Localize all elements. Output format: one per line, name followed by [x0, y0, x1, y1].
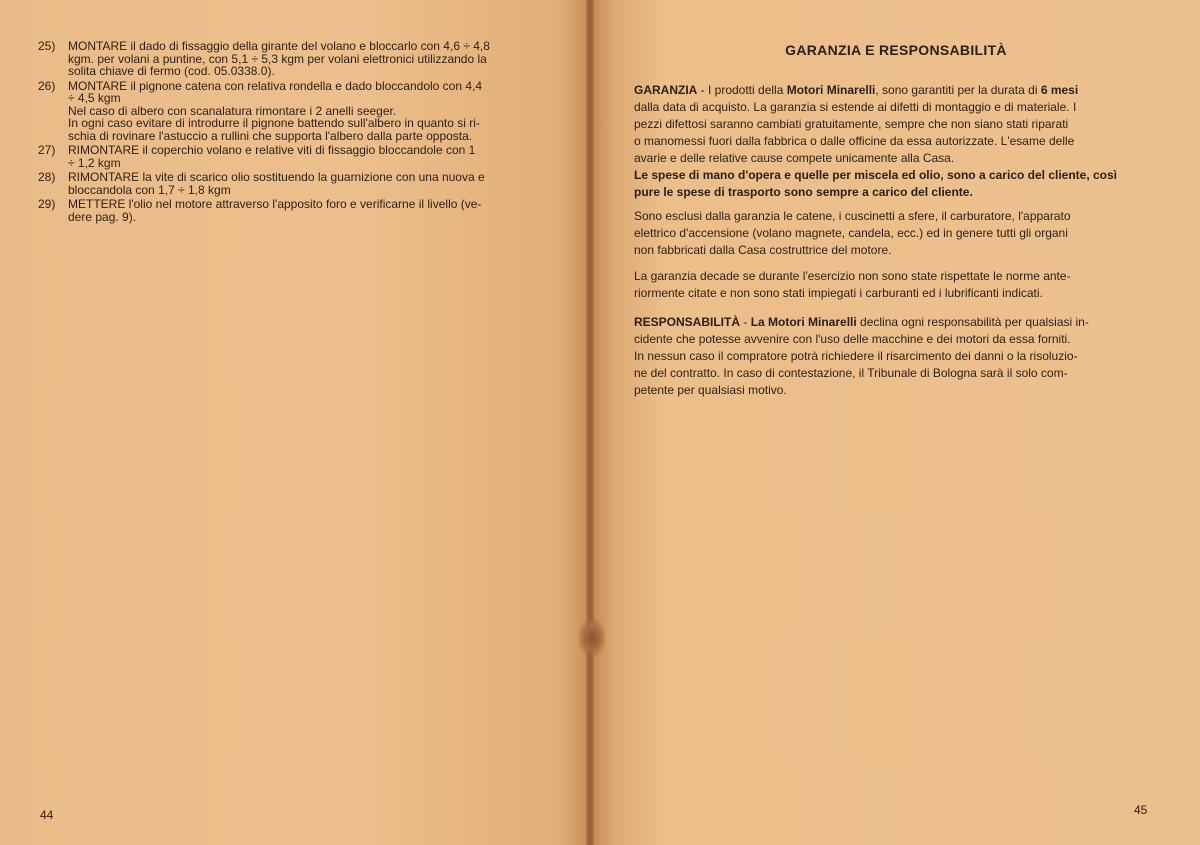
step-text-line: RIMONTARE il coperchio volano e relative viti di fissaggio bloccandole con 1	[68, 143, 476, 157]
step-number: 27)	[38, 143, 56, 157]
responsabilita-line: cidente che potesse avvenire con l'uso delle macchine e dei motori da essa forniti.	[634, 332, 1071, 346]
responsabilita-line: petente per qualsiasi motivo.	[634, 383, 787, 397]
section-title: GARANZIA E RESPONSABILITÀ	[785, 42, 1007, 58]
step-text-line: METTERE l'olio nel motore attraverso l'apposito foro e verificarne il livello (ve-	[68, 197, 482, 211]
exclusions-line: elettrico d'accensione (volano magnete, candela, ecc.) ed in genere tutti gli organi	[634, 226, 1068, 240]
warranty-void-paragraph	[634, 268, 1146, 302]
step-text-line: solita chiave di fermo (cod. 05.0338.0).	[68, 64, 275, 78]
garanzia-label: GARANZIA	[634, 83, 698, 97]
responsabilita-text: declina ogni responsabilità per qualsiasi in-	[856, 315, 1089, 329]
step-25	[38, 40, 558, 78]
costs-notice-line: Le spese di mano d'opera e quelle per miscela ed olio, sono a carico del cliente, così	[634, 168, 1118, 182]
exclusions-paragraph	[634, 208, 1146, 259]
step-text-line: ÷ 1,2 kgm	[68, 155, 121, 170]
step-text-line: In ogni caso evitare di introdurre il pignone battendo sull'albero in quanto si ri-	[68, 116, 480, 130]
step-28	[38, 171, 558, 196]
responsabilita-line: ne del contratto. In caso di contestazione, il Tribunale di Bologna sarà il solo com-	[634, 366, 1068, 380]
step-number: 25)	[38, 39, 56, 53]
step-text-line: Nel caso di albero con scanalatura rimontare i 2 anelli seeger.	[68, 103, 397, 118]
book-gutter	[586, 0, 594, 845]
garanzia-line: avarie e delle relative cause compete unicamente alla Casa.	[634, 151, 955, 165]
warranty-void-line: La garanzia decade se durante l'esercizio non sono state rispettate le norme ante-	[634, 269, 1071, 283]
exclusions-line: non fabbricati dalla Casa costruttrice del motore.	[634, 243, 892, 257]
responsabilita-text: -	[740, 315, 751, 329]
step-text-line: MONTARE il pignone catena con relativa rondella e dado bloccandolo con 4,4	[68, 78, 483, 93]
step-number: 28)	[38, 170, 56, 184]
assembly-steps-list	[38, 40, 558, 225]
responsabilita-label: RESPONSABILITÀ	[634, 315, 741, 329]
garanzia-line: o manomessi fuori dalla fabbrica o dalle officine da essa autorizzate. L'esame delle	[634, 134, 1075, 148]
company-name: Motori Minarelli	[786, 83, 876, 97]
step-26	[38, 80, 558, 143]
responsabilita-line: In nessun caso il compratore potrà richiedere il risarcimento dei danni o la risoluzio-	[634, 349, 1078, 363]
step-text-line: ÷ 4,5 kgm	[68, 91, 121, 105]
step-text-line: kgm. per volani a puntine, con 5,1 ÷ 5,3 kgm per volani elettronici utilizzando la	[68, 51, 487, 66]
garanzia-text: , sono garantiti per la durata di	[875, 83, 1041, 97]
responsabilita-paragraph	[634, 314, 1146, 399]
step-text-line: schia di rovinare l'astuccio a rullini che supporta l'albero dalla parte opposta.	[68, 128, 473, 143]
company-name: La Motori Minarelli	[750, 315, 857, 329]
step-29	[38, 198, 558, 223]
step-number: 26)	[38, 78, 56, 93]
step-text-line: dere pag. 9).	[68, 209, 137, 224]
garanzia-line: pezzi difettosi saranno cambiati gratuitamente, sempre che non siano stati riparati	[634, 117, 1069, 131]
step-number: 29)	[38, 197, 56, 211]
step-text-line: MONTARE il dado di fissaggio della girante del volano e bloccarlo con 4,6 ÷ 4,8	[68, 39, 490, 53]
warranty-void-line: riormente citate e non sono stati impiegati i carburanti ed i lubrificanti indicati.	[634, 286, 1043, 300]
warranty-duration: 6 mesi	[1040, 83, 1079, 97]
spine-stain	[578, 618, 606, 658]
page-number-right: 45	[1134, 803, 1148, 817]
exclusions-line: Sono esclusi dalla garanzia le catene, i cuscinetti a sfere, il carburatore, l'apparato	[634, 209, 1071, 223]
garanzia-paragraph	[634, 82, 1146, 201]
page-number-left: 44	[40, 808, 54, 822]
step-27	[38, 144, 558, 169]
step-text-line: bloccandola con 1,7 ÷ 1,8 kgm	[68, 182, 231, 197]
garanzia-text: - I prodotti della	[697, 83, 787, 97]
garanzia-line: dalla data di acquisto. La garanzia si estende ai difetti di montaggio e di materiale. I	[634, 100, 1077, 114]
costs-notice-line: pure le spese di trasporto sono sempre a carico del cliente.	[634, 185, 973, 199]
step-text-line: RIMONTARE la vite di scarico olio sostituendo la guarnizione con una nuova e	[68, 170, 485, 184]
